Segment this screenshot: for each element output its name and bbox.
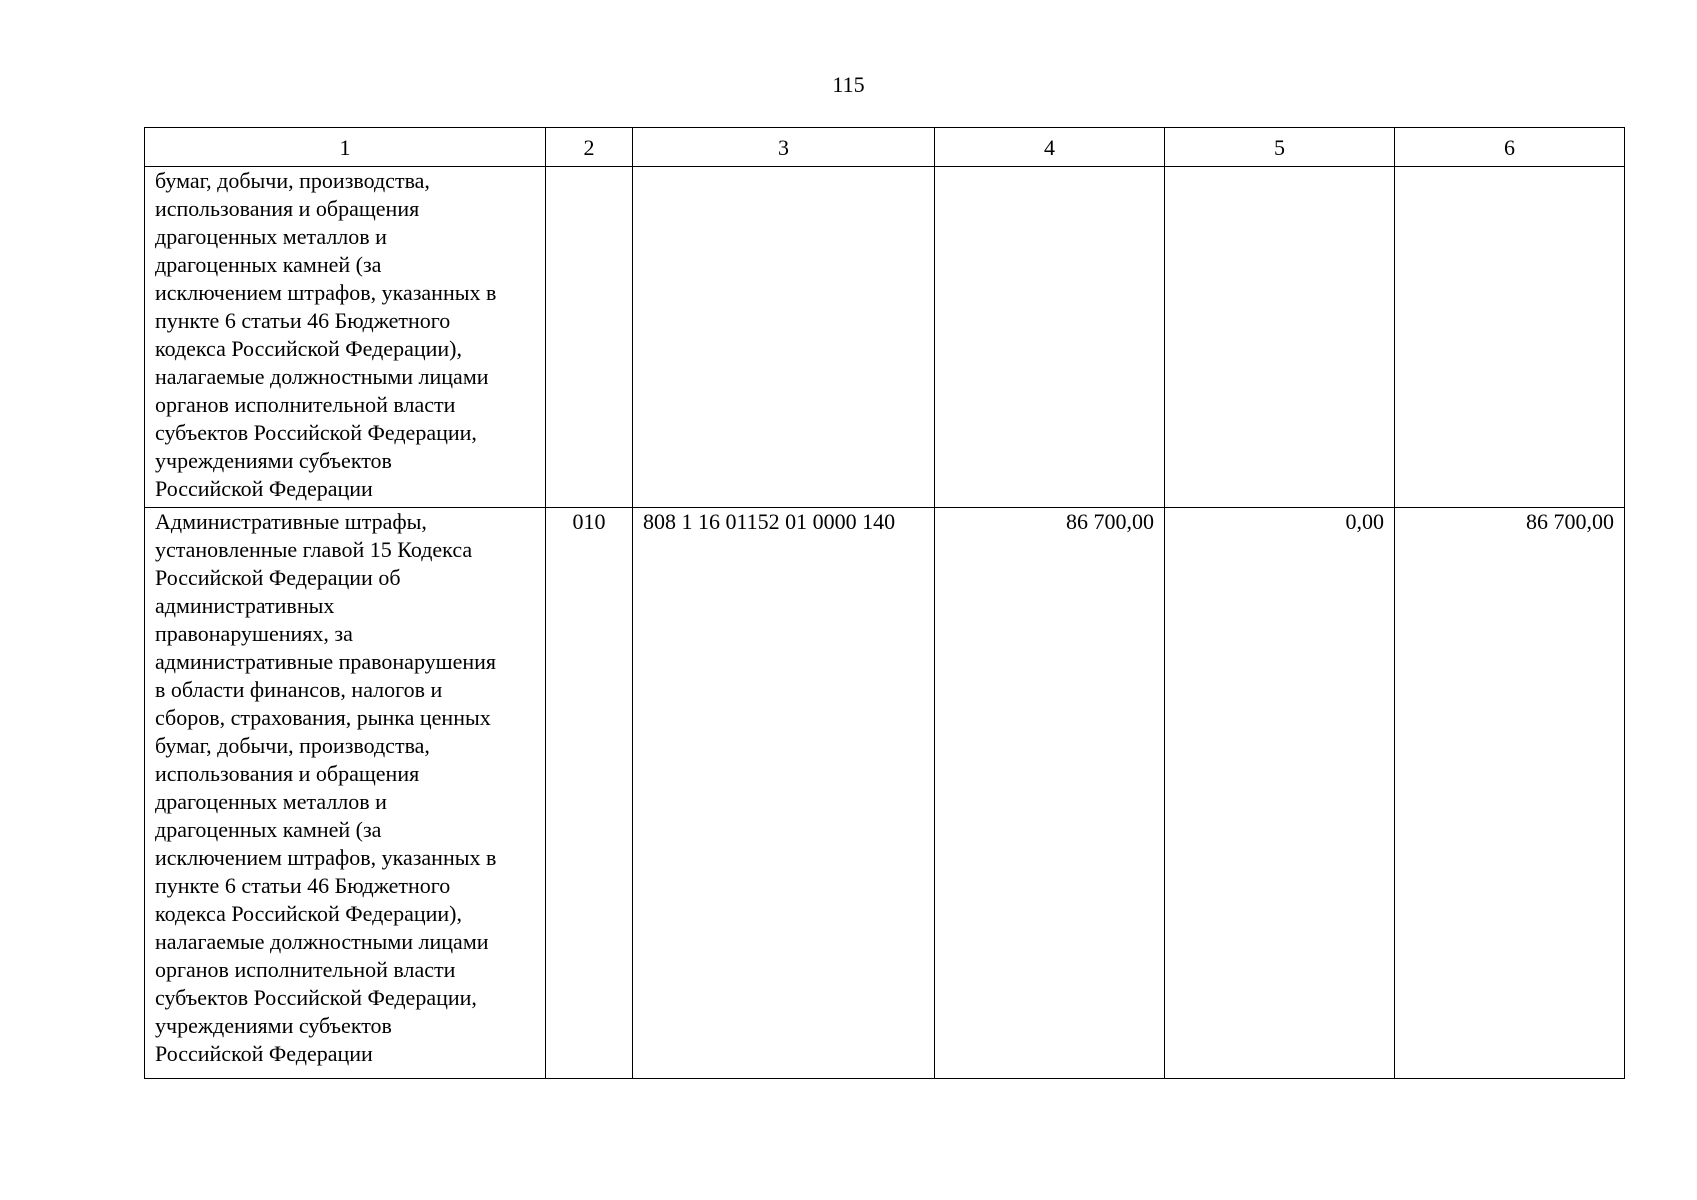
description-line: использования и обращения [155, 761, 420, 786]
description-line: сборов, страхования, рынка ценных [155, 705, 491, 730]
page-number: 115 [832, 72, 865, 97]
description-line: исключением штрафов, указанных в [155, 280, 497, 305]
description-line: административные правонарушения [155, 649, 497, 674]
description-line: драгоценных металлов и [155, 224, 387, 249]
table-row [145, 167, 1625, 508]
row-budget-code [633, 167, 935, 508]
column-header-1: 1 [145, 128, 546, 167]
row-value-col5: 0,00 [1165, 508, 1395, 1079]
row-value-col6 [1395, 167, 1625, 508]
row-description [145, 508, 546, 1079]
description-line: драгоценных камней (за [155, 817, 382, 842]
description-line: органов исполнительной власти [155, 392, 456, 417]
description-line: кодекса Российской Федерации), [155, 901, 462, 926]
description-line: Российской Федерации [155, 476, 373, 501]
report-table [144, 127, 1625, 1079]
description-line: правонарушениях, за [155, 621, 353, 646]
description-line: налагаемые должностными лицами [155, 364, 489, 389]
column-header-2: 2 [546, 128, 633, 167]
description-line: пункте 6 статьи 46 Бюджетного [155, 873, 451, 898]
description-line: исключением штрафов, указанных в [155, 845, 497, 870]
description-line: бумаг, добычи, производства, [155, 733, 430, 758]
row-code: 010 [546, 508, 633, 1079]
description-line: Российской Федерации об [155, 565, 401, 590]
row-description [145, 167, 546, 508]
description-line: органов исполнительной власти [155, 957, 456, 982]
column-header-5: 5 [1165, 128, 1395, 167]
description-line: пункте 6 статьи 46 Бюджетного [155, 308, 451, 333]
description-line: драгоценных камней (за [155, 252, 382, 277]
column-header-4: 4 [935, 128, 1165, 167]
description-line: в области финансов, налогов и [155, 677, 443, 702]
description-line: административных [155, 593, 335, 618]
description-line: учреждениями субъектов [155, 1013, 392, 1038]
description-line: кодекса Российской Федерации), [155, 336, 462, 361]
description-line: субъектов Российской Федерации, [155, 420, 477, 445]
column-header-6: 6 [1395, 128, 1625, 167]
description-line: учреждениями субъектов [155, 448, 392, 473]
description-line: Административные штрафы, [155, 509, 427, 534]
row-code [546, 167, 633, 508]
table-row [145, 508, 1625, 1079]
row-value-col6: 86 700,00 [1395, 508, 1625, 1079]
row-budget-code: 808 1 16 01152 01 0000 140 [633, 508, 935, 1079]
column-header-3: 3 [633, 128, 935, 167]
description-line: драгоценных металлов и [155, 789, 387, 814]
description-line: Российской Федерации [155, 1041, 373, 1066]
description-line: бумаг, добычи, производства, [155, 168, 430, 193]
row-value-col4: 86 700,00 [935, 508, 1165, 1079]
description-line: использования и обращения [155, 196, 420, 221]
row-value-col4 [935, 167, 1165, 508]
column-number-row [145, 128, 1625, 167]
description-line: установленные главой 15 Кодекса [155, 537, 473, 562]
description-line: налагаемые должностными лицами [155, 929, 489, 954]
description-line: субъектов Российской Федерации, [155, 985, 477, 1010]
row-value-col5 [1165, 167, 1395, 508]
